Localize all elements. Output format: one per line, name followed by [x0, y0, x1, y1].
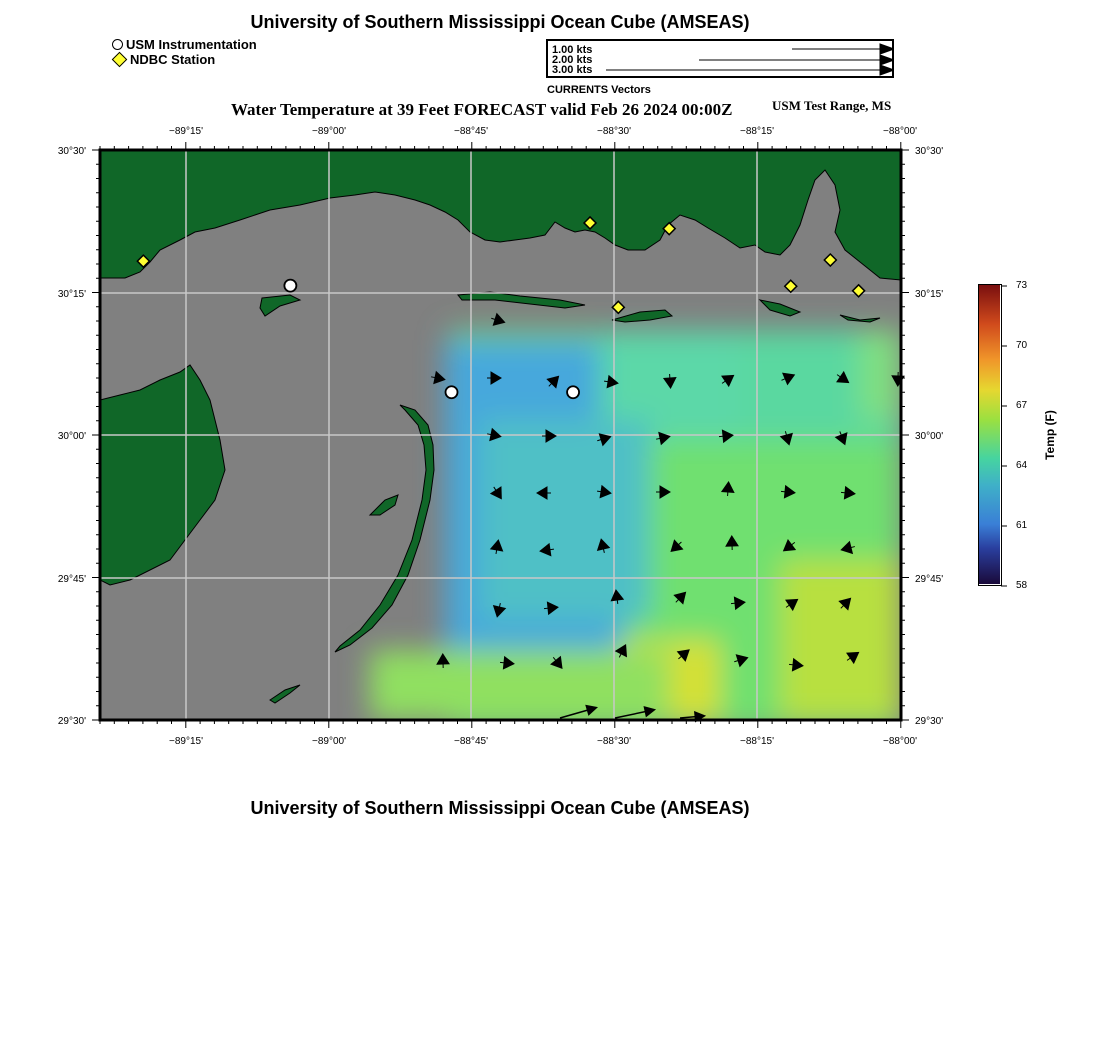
colorbar-title: Temp (F) — [1043, 410, 1057, 460]
lat-label-right: 30°00' — [915, 431, 944, 442]
lat-label-right: 30°15' — [915, 289, 944, 300]
page-title: University of Southern Mississippi Ocean Cube (AMSEAS) — [250, 12, 750, 32]
legend-ndbc-label: NDBC Station — [130, 52, 216, 67]
lon-label-top: −89°15' — [169, 126, 203, 137]
lon-label-bottom: −88°45' — [454, 736, 488, 747]
colorbar-tick-label: 64 — [1016, 460, 1028, 471]
colorbar-tick-label: 73 — [1016, 280, 1028, 291]
lat-label-left: 30°30' — [57, 146, 86, 157]
lon-label-top: −88°45' — [454, 126, 488, 137]
legend-usm-label: USM Instrumentation — [126, 37, 257, 52]
colorbar-ticks — [1001, 280, 1021, 590]
usm-instrument-marker — [446, 386, 458, 398]
usm-instrument-marker — [567, 386, 579, 398]
lat-label-right: 29°30' — [915, 716, 944, 727]
lat-label-left: 29°45' — [57, 574, 86, 585]
vector-key-caption: CURRENTS Vectors — [547, 84, 651, 96]
colorbar-tick-label: 58 — [1016, 580, 1028, 591]
lon-label-bottom: −89°15' — [169, 736, 203, 747]
lon-label-top: −88°00' — [883, 126, 917, 137]
lon-label-bottom: −89°00' — [312, 736, 346, 747]
lon-label-bottom: −88°30' — [597, 736, 631, 747]
temperature-colorbar — [978, 284, 1002, 586]
colorbar-tick-label: 61 — [1016, 520, 1028, 531]
vector-key-label-2: 2.00 kts — [552, 54, 593, 66]
lat-label-right: 29°45' — [915, 574, 944, 585]
colorbar-tick-label: 67 — [1016, 400, 1028, 411]
usm-instrument-marker — [284, 280, 296, 292]
lon-label-bottom: −88°00' — [883, 736, 917, 747]
vector-key-label-3: 3.00 kts — [552, 64, 593, 76]
lon-label-top: −88°30' — [597, 126, 631, 137]
colorbar-tick-label: 70 — [1016, 340, 1028, 351]
lon-label-bottom: −88°15' — [740, 736, 774, 747]
lon-label-top: −88°15' — [740, 126, 774, 137]
vector-key-label-1: 1.00 kts — [552, 44, 593, 56]
region-label: USM Test Range, MS — [772, 98, 892, 113]
map-subtitle: Water Temperature at 39 Feet FORECAST valid Feb 26 2024 00:00Z — [231, 100, 733, 119]
colorbar-gradient — [979, 285, 1000, 584]
footer-title: University of Southern Mississippi Ocean Cube (AMSEAS) — [250, 798, 750, 818]
lon-label-top: −89°00' — [312, 126, 346, 137]
lat-label-right: 30°30' — [915, 146, 944, 157]
lat-label-left: 29°30' — [57, 716, 86, 727]
lat-label-left: 30°00' — [57, 431, 86, 442]
lat-label-left: 30°15' — [57, 289, 86, 300]
